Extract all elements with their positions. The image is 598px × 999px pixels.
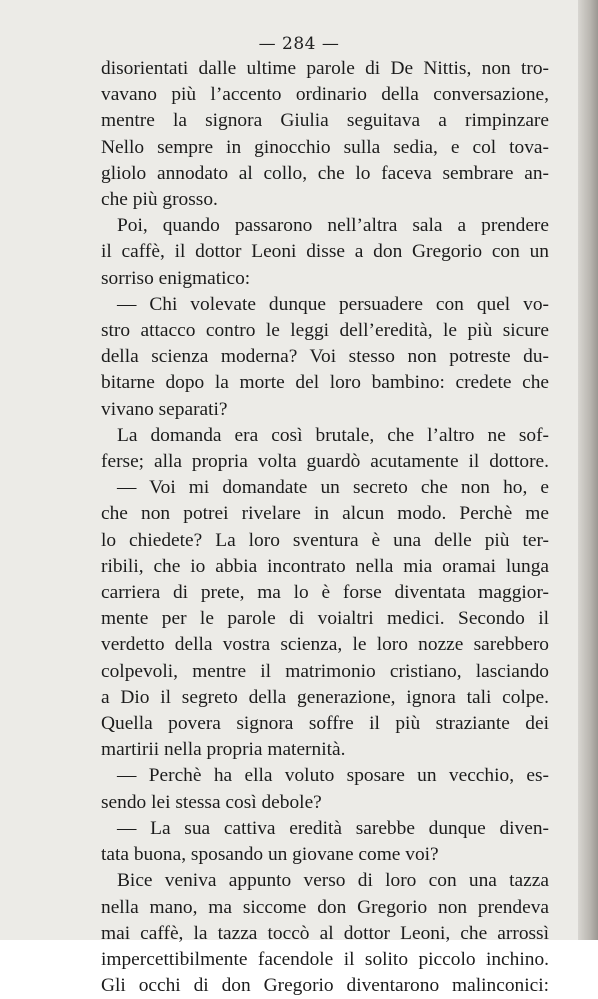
text-line: impercettibilmente facendole il solito piccolo inchino. (101, 948, 549, 970)
text-line: La domanda era così brutale, che l’altro ne sof- (117, 424, 549, 446)
page-edge-shadow (578, 0, 598, 940)
text-line: bitarne dopo la morte del loro bambino: credete che (101, 372, 549, 394)
text-line: mai caffè, la tazza toccò al dottor Leoni, che arrossì (101, 922, 549, 944)
text-line: il caffè, il dottor Leoni disse a don Gregorio con un (101, 241, 549, 263)
text-line: lo chiedete? La loro sventura è una delle più ter- (101, 529, 549, 551)
text-line: Quella povera signora soffre il più straziante dei (101, 713, 549, 735)
text-line: ferse; alla propria volta guardò acutamente il dottore. (101, 451, 549, 473)
text-line: ribili, che io abbia incontrato nella mia oramai lunga (101, 555, 549, 577)
text-line: — La sua cattiva eredità sarebbe dunque diven- (117, 817, 549, 839)
text-line: Bice veniva appunto verso di loro con una tazza (117, 870, 549, 892)
text-line: tata buona, sposando un giovane come voi? (101, 844, 439, 866)
text-line: vivano separati? (101, 398, 228, 420)
text-line: — Voi mi domandate un secreto che non ho, e (117, 477, 549, 499)
text-line: della scienza moderna? Voi stesso non potreste du- (101, 346, 549, 368)
text-line: verdetto della vostra scienza, le loro nozze sarebbero (101, 634, 549, 656)
body-text (101, 56, 549, 999)
text-line: che non potrei rivelare in alcun modo. Perchè me (101, 503, 549, 525)
text-line: Gli occhi di don Gregorio diventarono malinconici: (101, 975, 549, 997)
text-line: nella mano, ma siccome don Gregorio non prendeva (101, 896, 549, 918)
text-line: colpevoli, mentre il matrimonio cristiano, lasciando (101, 660, 549, 682)
text-line: Nello sempre in ginocchio sulla sedia, e col tova- (101, 136, 549, 158)
text-line: — Perchè ha ella voluto sposare un vecchio, es- (117, 765, 549, 787)
text-line: — Chi volevate dunque persuadere con quel vo- (117, 293, 549, 315)
text-line: vavano più l’accento ordinario della conversazione, (101, 84, 549, 106)
text-line: che più grosso. (101, 189, 218, 211)
text-line: Poi, quando passarono nell’altra sala a prendere (117, 215, 549, 237)
text-line: sendo lei stessa così debole? (101, 791, 322, 813)
text-line: carriera di prete, ma lo è forse diventata maggior- (101, 582, 549, 604)
text-line: disorientati dalle ultime parole di De Nittis, non tro- (101, 58, 549, 79)
text-line: mente per le parole di voialtri medici. Secondo il (101, 608, 549, 630)
text-line: a Dio il segreto della generazione, ignora tali colpe. (101, 686, 549, 708)
text-line: martirii nella propria maternità. (101, 739, 346, 761)
text-line: gliolo annodato al collo, che lo faceva sembrare an- (101, 162, 549, 184)
text-line: mentre la signora Giulia seguitava a rimpinzare (101, 110, 549, 132)
text-line: stro attacco contro le leggi dell’eredità, le più sicure (101, 320, 549, 342)
text-line: sorriso enigmatico: (101, 267, 251, 289)
page-number: — 284 — (258, 34, 340, 54)
